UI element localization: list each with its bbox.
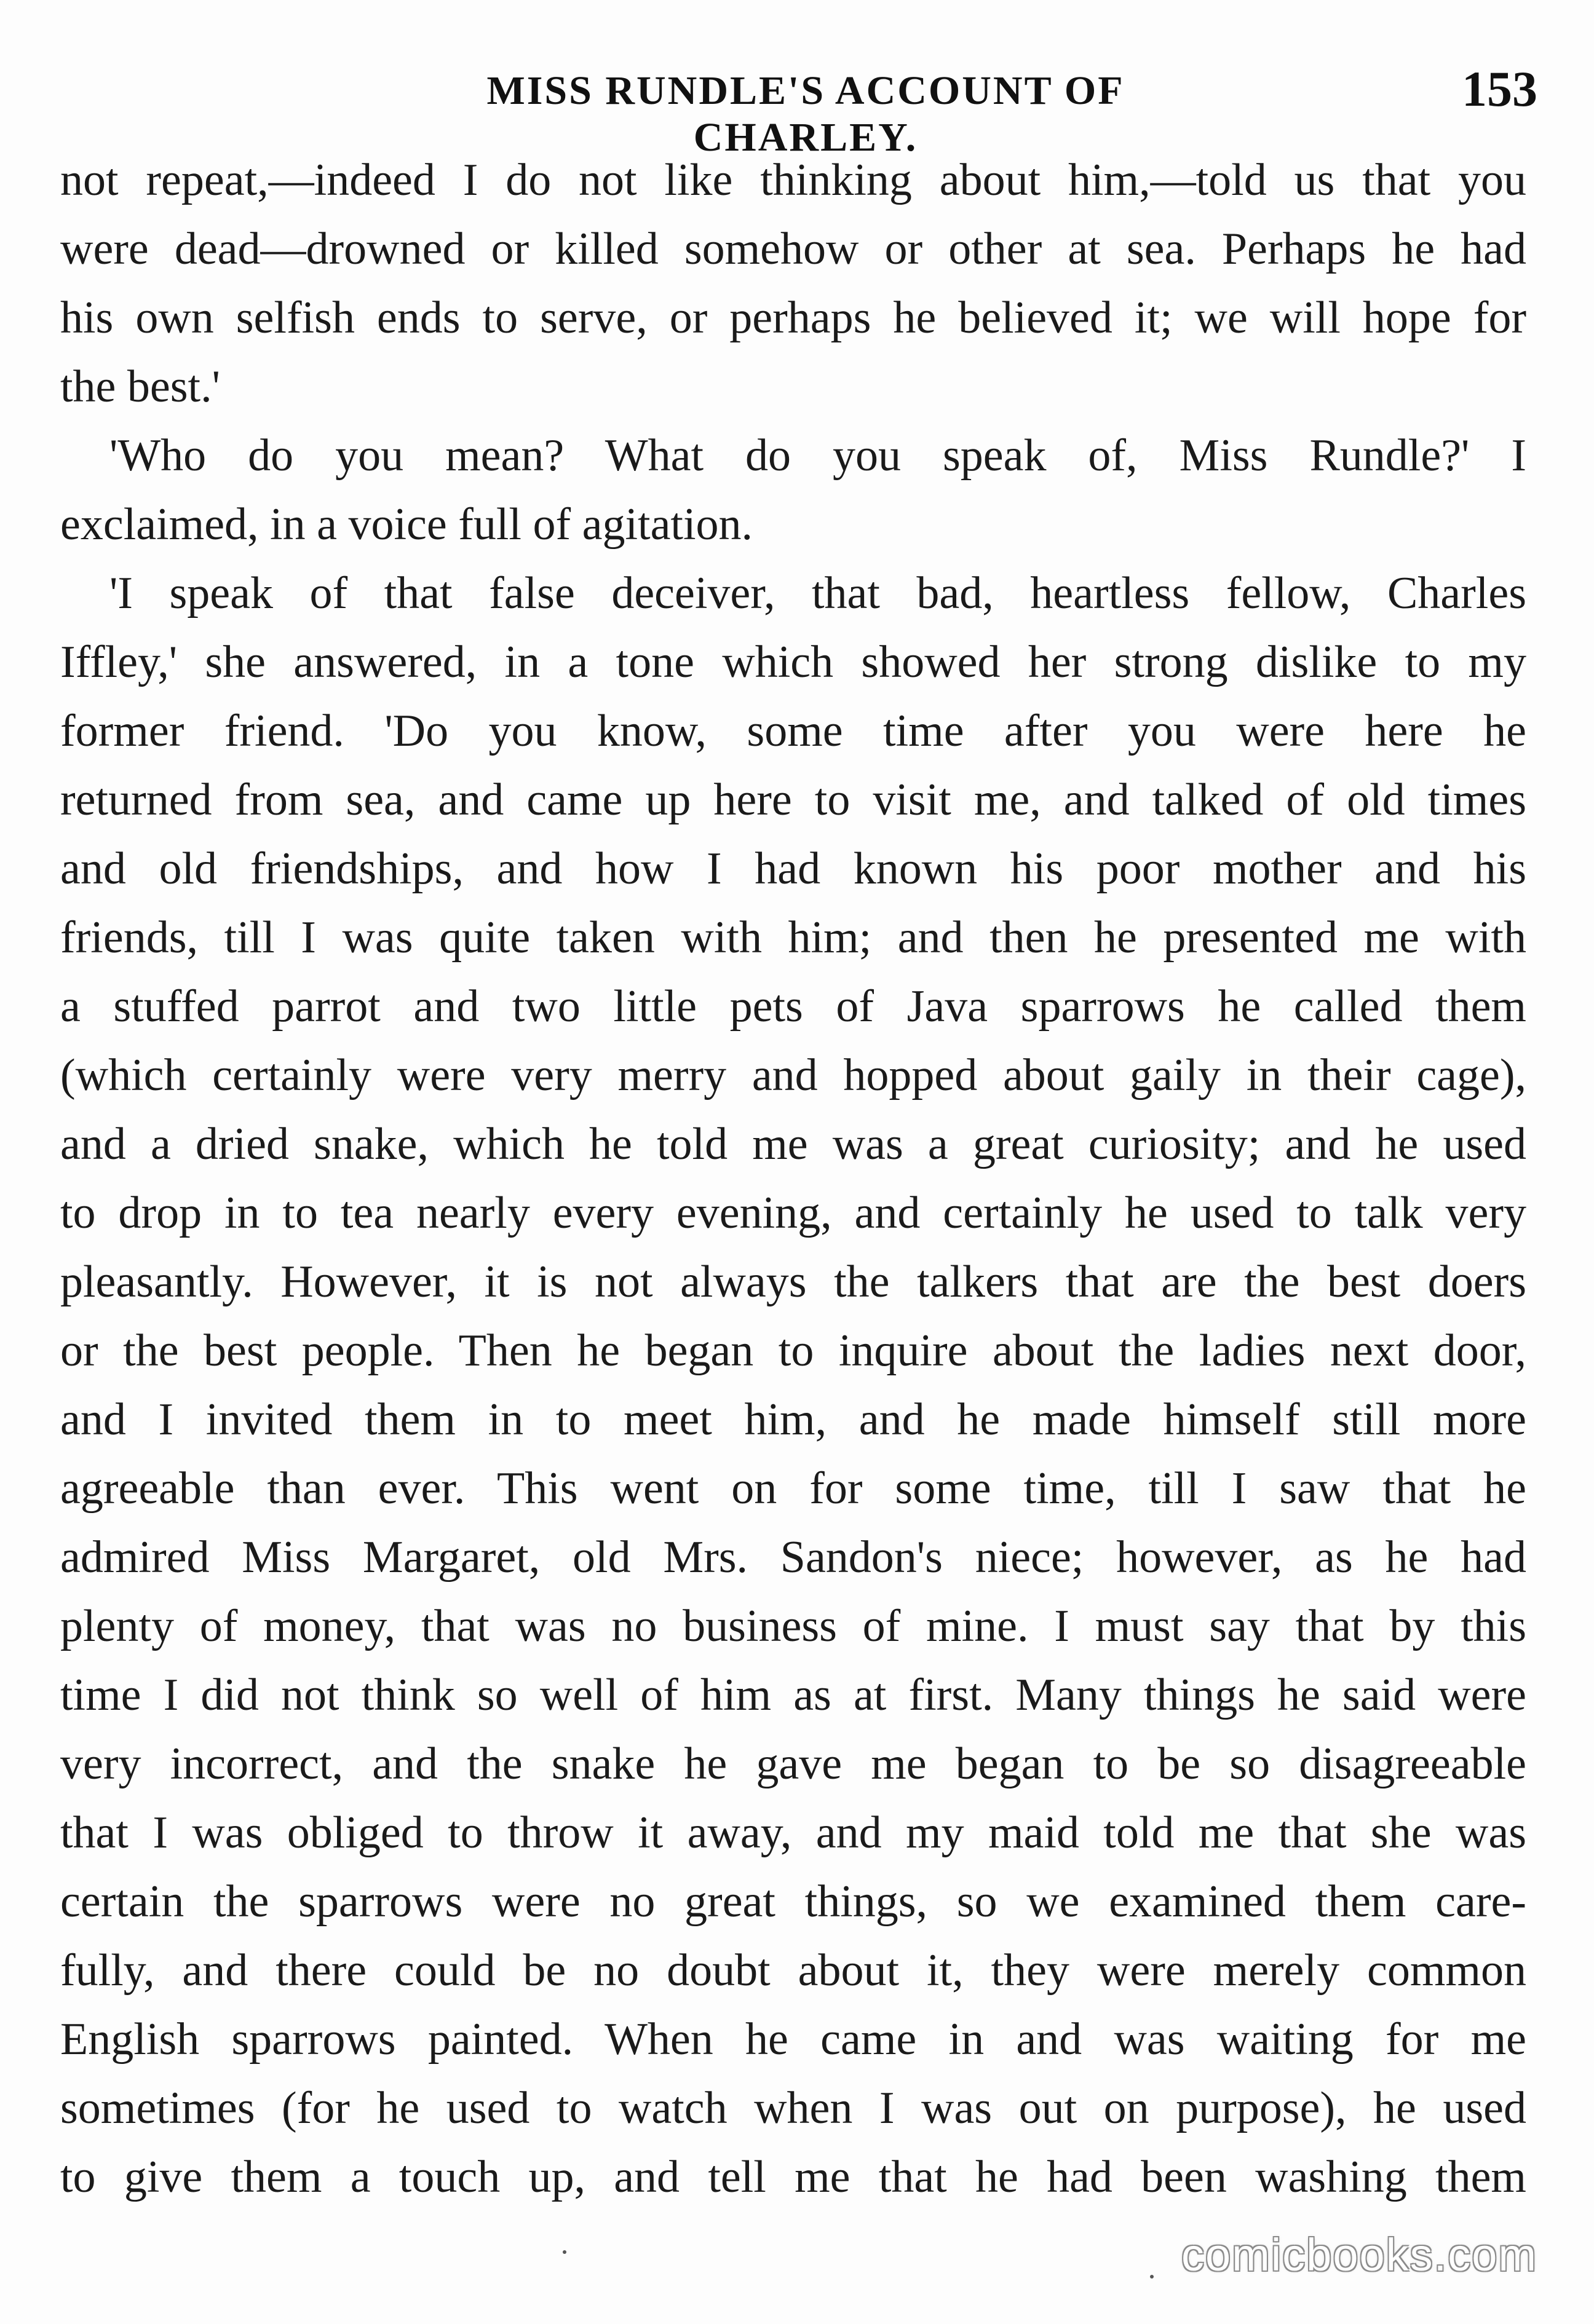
text-line: and old friendships, and how I had known his poor mother and his xyxy=(60,844,1526,894)
text-line: the best.' xyxy=(60,362,220,412)
text-line: that I was obliged to throw it away, and my maid told me that she was xyxy=(60,1808,1526,1858)
print-speck xyxy=(563,2250,566,2254)
print-speck xyxy=(1150,2275,1154,2279)
text-line: former friend. 'Do you know, some time after you were here he xyxy=(60,706,1526,756)
text-line: agreeable than ever. This went on for some time, till I saw that he xyxy=(60,1463,1526,1514)
text-line: a stuffed parrot and two little pets of Java sparrows he called them xyxy=(60,981,1526,1032)
text-line: his own selfish ends to serve, or perhaps he believed it; we will hope for xyxy=(60,293,1526,343)
text-line: returned from sea, and came up here to visit me, and talked of old times xyxy=(60,775,1526,825)
text-line: to drop in to tea nearly every evening, and certainly he used to talk very xyxy=(60,1188,1526,1238)
text-line: fully, and there could be no doubt about it, they were merely common xyxy=(60,1945,1526,1996)
text-line: 'Who do you mean? What do you speak of, Miss Rundle?' I xyxy=(109,430,1526,481)
text-line: (which certainly were very merry and hopped about gaily in their cage), xyxy=(60,1050,1526,1101)
text-line: or the best people. Then he began to inquire about the ladies next door, xyxy=(60,1326,1526,1376)
text-line: were dead—drowned or killed somehow or other at sea. Perhaps he had xyxy=(60,224,1526,274)
text-line: admired Miss Margaret, old Mrs. Sandon's niece; however, as he had xyxy=(60,1532,1526,1583)
text-line: very incorrect, and the snake he gave me began to be so disagreeable xyxy=(60,1739,1526,1789)
text-line: pleasantly. However, it is not always the talkers that are the best doers xyxy=(60,1257,1526,1307)
text-line: certain the sparrows were no great things, so we examined them care- xyxy=(60,1876,1526,1927)
page-number: 153 xyxy=(1462,61,1537,117)
text-line: friends, till I was quite taken with him; and then he presented me with xyxy=(60,912,1526,963)
text-line: plenty of money, that was no business of mine. I must say that by this xyxy=(60,1601,1526,1651)
text-line: and I invited them in to meet him, and he made himself still more xyxy=(60,1394,1526,1445)
text-line: to give them a touch up, and tell me that he had been washing them xyxy=(60,2152,1526,2202)
text-line: 'I speak of that false deceiver, that bad, heartless fellow, Charles xyxy=(109,568,1526,619)
watermark: comicbooks.com xyxy=(1181,2229,1537,2280)
text-line: time I did not think so well of him as at first. Many things he said were xyxy=(60,1670,1526,1720)
text-line: not repeat,—indeed I do not like thinking about him,—told us that you xyxy=(60,155,1526,205)
text-line: Iffley,' she answered, in a tone which showed her strong dislike to my xyxy=(60,637,1526,687)
text-line: sometimes (for he used to watch when I was out on purpose), he used xyxy=(60,2083,1526,2133)
running-title: MISS RUNDLE'S ACCOUNT OF CHARLEY. xyxy=(486,68,1125,160)
text-line: exclaimed, in a voice full of agitation. xyxy=(60,499,753,550)
text-line: English sparrows painted. When he came in and was waiting for me xyxy=(60,2014,1526,2065)
text-line: and a dried snake, which he told me was a great curiosity; and he used xyxy=(60,1119,1526,1169)
